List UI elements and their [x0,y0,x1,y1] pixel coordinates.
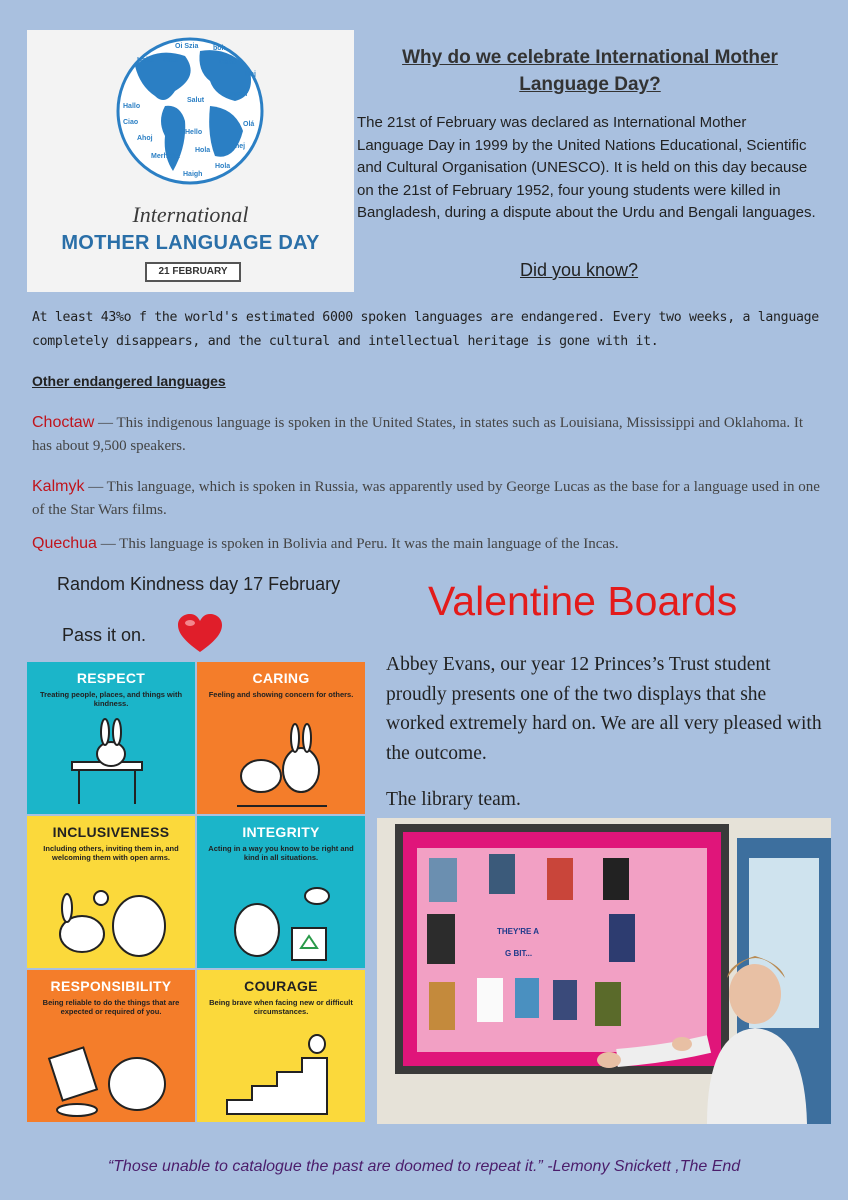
globe-word: Hallo [123,103,141,110]
value-title: RESPONSIBILITY [50,978,172,994]
value-description: Including others, inviting them in, and welcoming them with open arms. [43,844,179,862]
bunny-bird-icon [197,714,365,814]
value-title: CARING [252,670,310,686]
value-description: Treating people, places, and things with kindness. [39,690,183,708]
recycle-bin-icon [197,868,365,968]
poster-line-mother-language-day: MOTHER LANGUAGE DAY [61,232,320,254]
globe-word: Привет [223,91,249,98]
globe-word: Haigh [183,171,203,178]
bunny-desk-icon [27,714,195,814]
globe-word: Ahoj [137,135,153,142]
language-description: — This language is spoken in Bolivia and Peru. It was the main language of the Incas. [96,536,619,552]
board-text: THEY'RE A [497,927,540,936]
globe-word: Hello [185,129,203,136]
value-card-courage [197,970,365,1122]
valentine-board-photo [377,818,831,1124]
language-entry-kalmyk [32,475,822,522]
board-text: G BIT... [505,949,533,958]
valentine-paragraph: Abbey Evans, our year 12 Princes’s Trust student proudly presents one of the two displays that she worked extremely hard on. We are all very pleased with the outcome. [386,654,822,764]
globe-word: Salut [187,97,205,104]
language-name: Quechua [32,535,97,552]
globe-word: Hallo [137,57,155,64]
globe-word: Hola [215,163,231,170]
globe-word: Ciao [123,119,139,126]
value-description: Acting in a way you know to be right and kind in all situations. [208,844,354,862]
globe-word: Oi Szia [175,43,199,50]
value-title: INCLUSIVENESS [52,824,170,840]
endangered-fact-paragraph: At least 43%o f the world's estimated 6000 spoken languages are endangered. Every two weeks, a language completely disappears, and the cultural and intellectual heritage is gone with it. [32,310,819,349]
heart-icon [176,612,224,654]
globe-word: Olá [243,121,255,128]
value-card-respect [27,662,195,814]
why-paragraph: The 21st of February was declared as International Mother Language Day in 1999 by the United Nations Educational, Scientific and Cultural Organisation (UNESCO). It is held on this day because on the 21st of February 1952, four young students were killed in Bangladesh, during a dispute about the Urdu and Bengali languages. [357,114,816,221]
why-heading: Why do we celebrate International Mother Language Day? [402,47,778,95]
language-description: — This indigenous language is spoken in the United States, in states such as Louisiana, Mississippi and Oklahoma. It has about 9,500 speakers. [32,415,804,454]
pass-it-on-text: Pass it on. [62,625,147,645]
value-card-responsibility [27,970,195,1122]
value-card-integrity [197,816,365,968]
random-kindness-heading: Random Kindness day 17 February [57,574,341,594]
mother-language-day-poster [27,30,354,292]
display-board-illustration [377,818,831,1124]
language-name: Kalmyk [32,478,85,495]
stairs-icon [197,1022,365,1122]
did-you-know-heading: Did you know? [520,260,639,280]
globe-word: Hej [245,71,256,78]
valentine-signature: The library team. [386,789,521,810]
poster-date: 21 FEBRUARY [145,262,241,282]
value-title: INTEGRITY [242,824,320,840]
language-entry-quechua [32,532,822,556]
language-description: — This language, which is spoken in Russia, was apparently used by George Lucas as the base for a language used in one of the Star Wars films. [32,479,820,518]
kindness-values-grid [27,662,367,1124]
value-title: COURAGE [244,978,318,994]
globe-icon [115,36,265,186]
globe-word: Hola [195,147,211,154]
value-title: RESPECT [76,670,146,686]
language-name: Choctaw [32,414,95,431]
language-entry-choctaw [32,411,822,458]
valentine-boards-heading: Valentine Boards [428,578,738,624]
globe-word: Merhaba [151,153,180,160]
endangered-languages-heading: Other endangered languages [32,373,226,389]
globe-word: Chão [219,59,237,66]
dog-food-icon [27,1022,195,1122]
value-description: Being brave when facing new or difficult circumstances. [209,998,353,1016]
closing-quote: “Those unable to catalogue the past are doomed to repeat it.” -Lemony Snickett ,The End [107,1158,741,1175]
value-description: Feeling and showing concern for others. [208,690,354,699]
globe-word: hej [235,143,246,150]
globe-word: bok [213,45,226,52]
value-card-caring [197,662,365,814]
value-description: Being reliable to do the things that are expected or required of you. [42,998,180,1016]
bunny-dog-icon [27,868,195,968]
poster-line-international: International [132,202,249,227]
globe-word: Ciao [163,57,179,64]
value-card-inclusiveness [27,816,195,968]
